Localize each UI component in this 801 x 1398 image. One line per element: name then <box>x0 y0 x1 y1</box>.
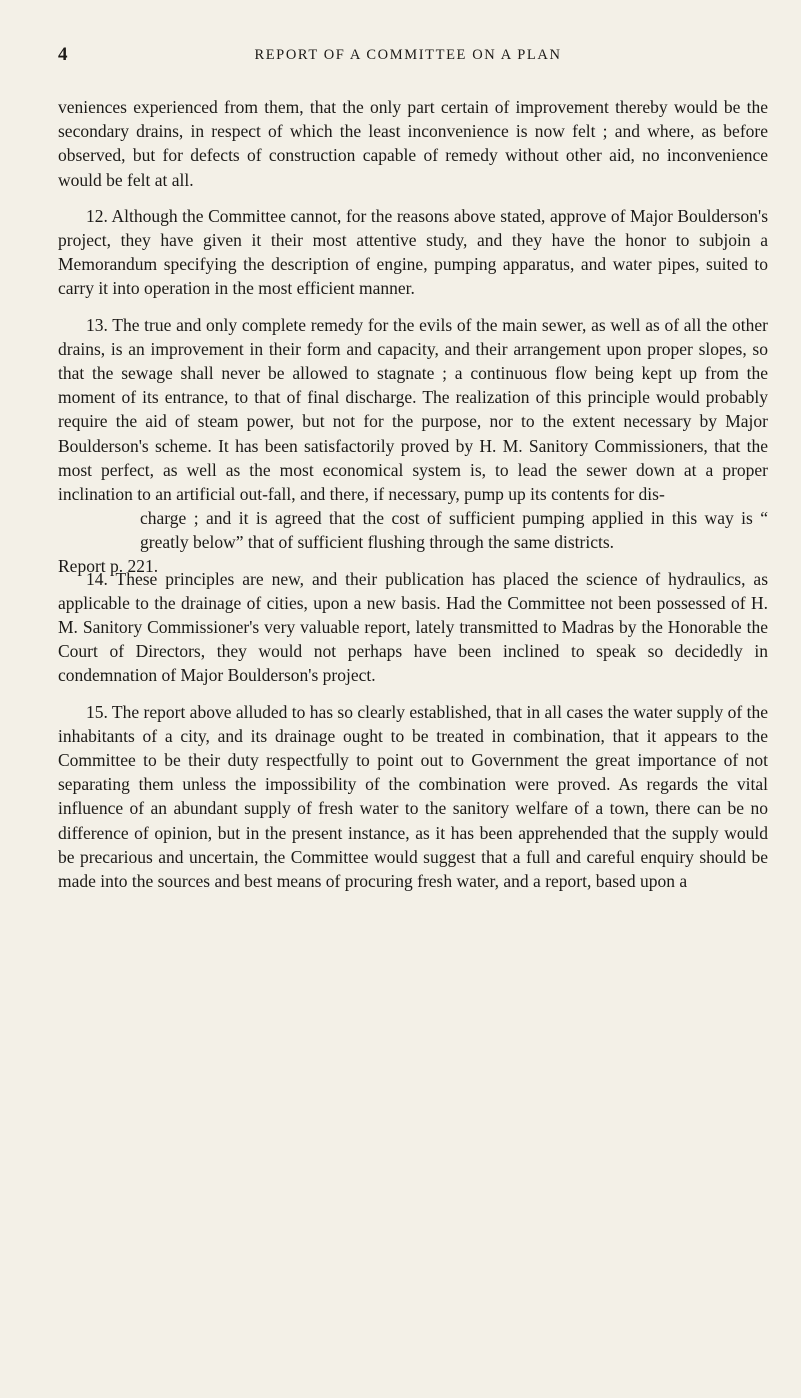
paragraph-15: 15. The report above alluded to has so clearly established, that in all cases the water supply of the inhabitants of a city, and its drainage ought to be treated in combination, that it appears to the Committee to be their duty respectfully to point out to Government the great importance of not separating them unless the impossibility of the combination were proved. As regards the vital influence of an abundant supply of fresh water to the sanitory welfare of a town, there can be no difference of opinion, but in the present instance, as it has been apprehended that the supply would be precarious and uncertain, the Committee would suggest that a full and careful enquiry should be made into the sources and best means of procuring fresh water, and a report, based upon a <box>58 701 768 892</box>
page-body <box>58 95 768 905</box>
margin-reference: Report p. 221. <box>58 556 159 577</box>
page-header <box>58 44 758 68</box>
paragraph-13: 13. The true and only complete remedy for the evils of the main sewer, as well as of all the other drains, is an improvement in their form and capacity, and their arrangement upon proper slopes, so that the sewage shall never be allowed to stagnate ; a continuous flow being kept up from the moment of its entrance, to that of final discharge. The realization of this principle would probably require the aid of steam power, but not for the purpose, nor to the extent necessary by Major Boulderson's scheme. It has been satisfactorily proved by H. M. Sanitory Commissioners, that the most perfect, as well as the most economical system is, to lead the sewer down at a proper inclination to an artificial out-fall, and there, if necessary, pump up its contents for dis- <box>58 314 768 505</box>
running-head: REPORT OF A COMMITTEE ON A PLAN <box>254 47 562 63</box>
paragraph-14: 14. These principles are new, and their publication has placed the science of hydraulics, as applicable to the drainage of cities, upon a new basis. Had the Committee not been possessed of H. M. Sanitory Commissioner's very valuable report, lately transmitted to Madras by the Honorable the Court of Directors, they would not perhaps have been inclined to speak so decidedly in condemnation of Major Boulderson's project. <box>58 568 768 686</box>
paragraph-13-tail: charge ; and it is agreed that the cost of sufficient pumping applied in this way is “ greatly below” that of sufficient flushing through the same districts. <box>140 508 768 553</box>
paragraph-13-tail-block <box>58 506 768 577</box>
paragraph-12: 12. Although the Committee cannot, for the reasons above stated, approve of Major Boulderson's project, they have given it their most attentive study, and they have the honor to subjoin a Memorandum specifying the description of engine, pumping apparatus, and water pipes, suited to carry it into operation in the most efficient manner. <box>58 205 768 299</box>
paragraph-continued: veniences experienced from them, that the only part certain of improvement thereby would be the secondary drains, in respect of which the least inconvenience is now felt ; and where, as before observed, but for defects of construction capable of remedy without other aid, no inconvenience would be felt at all. <box>58 97 768 190</box>
page-number: 4 <box>58 44 68 65</box>
